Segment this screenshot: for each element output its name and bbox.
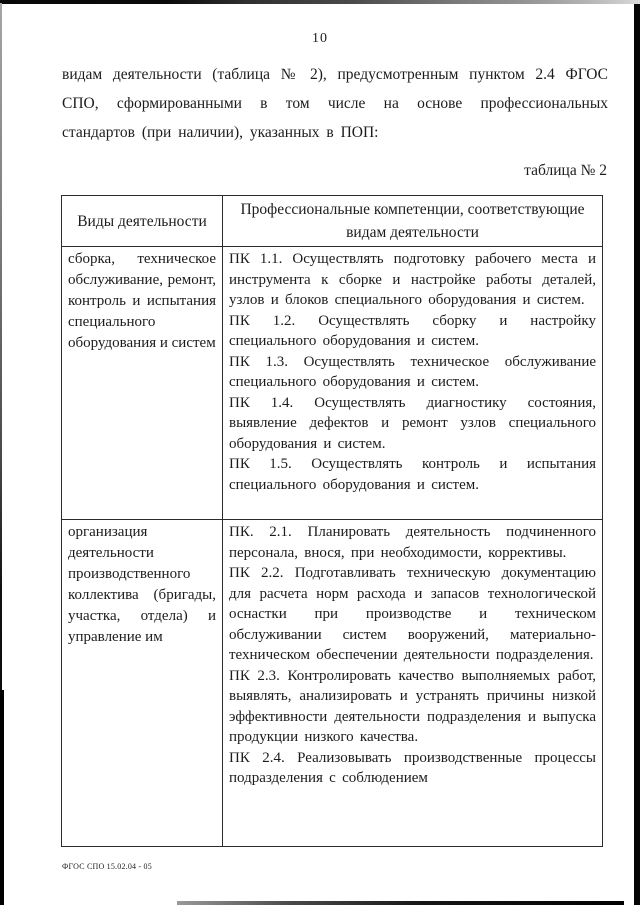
page-number: 10 [312,31,328,46]
competency-item: ПК 1.2. Осуществлять сборку и настройку специального оборудования и систем. [229,312,596,349]
table-row [62,247,603,520]
competency-item: ПК 2.4. Реализовывать производственные процессы подразделения с соблюдением [229,749,596,786]
competencies-table [61,195,603,847]
intro-paragraph: видам деятельности (таблица № 2), предусмотренным пунктом 2.4 ФГОС СПО, сформированными в том числе на основе профессиональных стандартов (при наличии), указанных в ПОП: [62,66,608,141]
table-header-row [62,196,603,247]
competency-item: ПК 1.3. Осуществлять техническое обслуживание специального оборудования и систем. [229,353,596,390]
table-row [62,520,603,847]
scan-artifact-top-edge [0,0,640,4]
activity-cell [62,520,223,847]
competency-item: ПК 2.3. Контролировать качество выполняемых работ, выявлять, анализировать и устранять причины низкой эффективности деятельности подразделения и выпуска продукции низкого качества. [229,667,596,745]
competency-item: ПК 1.4. Осуществлять диагностику состояния, выявление дефектов и ремонт узлов специального оборудования и систем. [229,394,596,452]
header-professional-competencies: Профессиональные компетенции, соответствующие видам деятельности [223,196,603,247]
activity-text: сборка, техническое обслуживание, ремонт, контроль и испытания специального оборудования и систем [68,251,216,351]
competencies-cell [223,247,603,520]
scan-artifact-right-edge [634,4,640,905]
competency-item: ПК 1.5. Осуществлять контроль и испытания специального оборудования и систем. [229,456,596,493]
scan-artifact-bottom-edge [177,901,624,905]
activity-cell [62,247,223,520]
competency-item: ПК. 2.1. Планировать деятельность подчиненного персонала, внося, при необходимости, коррективы. [229,524,596,561]
table-caption: таблица № 2 [524,162,607,179]
header-activity-types: Виды деятельности [62,196,223,247]
competencies-cell [223,520,603,847]
document-code-footer: ФГОС СПО 15.02.04 - 05 [62,862,152,871]
competency-item: ПК 1.1. Осуществлять подготовку рабочего места и инструмента к сборке и настройке работы деталей, узлов и блоков специального оборудования и систем. [229,251,596,308]
activity-text: организация деятельности производственного коллектива (бригады, участка, отдела) и управление им [68,524,216,645]
scan-artifact-left-edge-bottom [0,690,4,905]
competency-item: ПК 2.2. Подготавливать техническую документацию для расчета норм расхода и запасов технологической оснастки при производстве и техническом обслуживании систем вооружений, материально-техническом обеспечении деятельности подразделения. [229,565,596,663]
